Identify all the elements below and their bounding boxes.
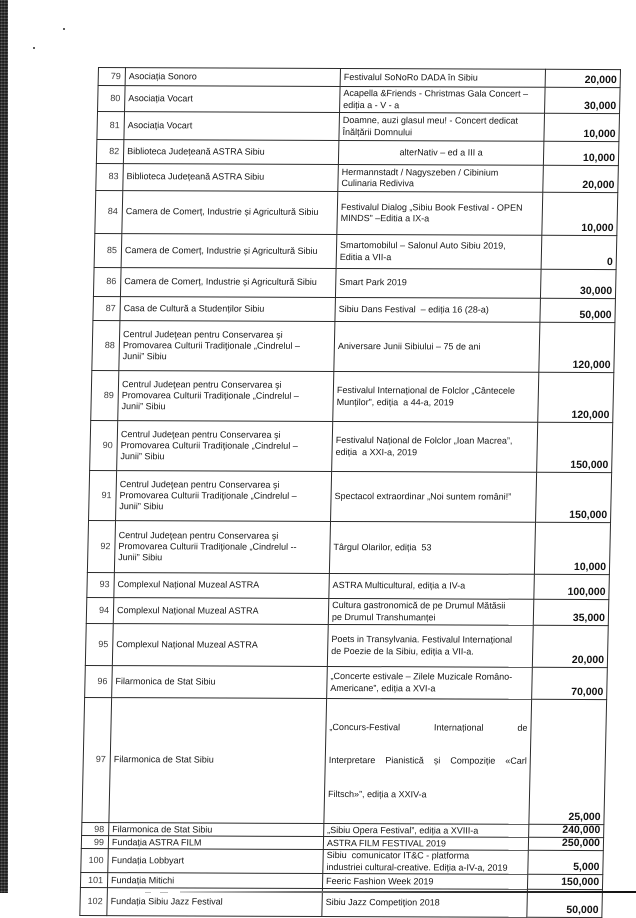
row-number: 92: [87, 521, 115, 573]
scan-mark: [145, 892, 151, 893]
amount-cell: 50,000: [540, 298, 616, 322]
event-cell: Festivalul Internațional de Folclor „Cântecele Munților”, ediția a 44-a, 2019: [333, 371, 539, 422]
row-number: 93: [87, 573, 115, 598]
amount-cell: 240,000: [529, 825, 604, 838]
table-row: [94, 234, 617, 270]
row-number: 81: [97, 112, 125, 140]
event-cell: Spectacol extraordinar „Noi suntem români!”: [331, 471, 537, 522]
organization-cell: Biblioteca Județeană ASTRA Sibiu: [123, 164, 339, 192]
organization-cell: Asociația Vocart: [125, 86, 341, 113]
amount-cell: 10,000: [542, 192, 618, 235]
organization-cell: Asociația Sonoro: [125, 68, 340, 87]
table-row: [90, 421, 613, 473]
amount-cell: 35,000: [533, 599, 609, 625]
amount-cell: 0: [541, 235, 617, 269]
organization-cell: Camera de Comerț, Industrie și Agricultură Sibiu: [121, 234, 337, 269]
event-line: Interpretare Pianistică și Compoziție «Carl: [328, 755, 527, 767]
scan-edge-strip: [0, 0, 8, 893]
table-row: [86, 598, 609, 626]
event-cell: ASTRA FILM FESTIVAL 2019: [323, 837, 528, 851]
organization-cell: Complexul Național Muzeal ASTRA: [113, 598, 329, 625]
organization-cell: Centrul Judeţean pentru Conservarea şi Promovarea Culturii Tradiţionale „Cindrelul – Junii” Sibiu: [118, 371, 334, 422]
table-row: [87, 521, 610, 575]
row-number: 83: [96, 164, 124, 191]
amount-cell: 120,000: [539, 322, 615, 372]
amount-cell: 120,000: [538, 372, 614, 422]
table-row: [92, 321, 615, 373]
event-cell: alterNativ – ed a III a: [338, 140, 544, 165]
scan-mark: [160, 892, 168, 893]
table-row: [98, 68, 620, 88]
organization-cell: Fundația Lobbyart: [108, 849, 324, 874]
amount-cell: 250,000: [528, 838, 603, 851]
row-number: 79: [98, 68, 125, 86]
table-row: [96, 140, 619, 166]
event-cell: ASTRA Multicultural, ediția a IV-a: [329, 573, 535, 599]
amount-cell: 10,000: [534, 522, 610, 574]
amount-cell: 100,000: [534, 574, 610, 599]
table-row: [89, 471, 612, 523]
table-row: [93, 268, 616, 299]
amount-cell: 20,000: [543, 165, 619, 192]
amount-cell: 70,000: [532, 667, 608, 699]
event-cell: „Sibiu Opera Festival”, ediția a XVIII-a: [324, 824, 529, 838]
event-cell: Hermannstadt / Nagyszeben / Cibinium Culinaria Rediviva: [338, 164, 544, 192]
organization-cell: Casa de Cultură a Studenților Sibiu: [120, 297, 336, 322]
event-cell: Festivalul Dialog „Sibiu Book Festival - OPEN MINDS” –Editia a IX-a: [337, 191, 543, 235]
amount-cell: 30,000: [545, 87, 621, 113]
row-number: 82: [96, 140, 124, 164]
table-row: [93, 297, 616, 323]
table-row: [91, 371, 614, 423]
row-number: 85: [94, 234, 122, 268]
row-number: 80: [98, 86, 126, 112]
row-number: 102: [80, 888, 108, 916]
organization-cell: Filarmonica de Stat Sibiu: [109, 823, 324, 837]
amount-cell: 20,000: [532, 625, 608, 667]
row-number: 96: [85, 666, 113, 698]
row-number: 89: [91, 371, 119, 421]
amount-cell: 5,000: [528, 851, 604, 875]
amount-cell: 10,000: [543, 141, 619, 165]
event-cell: Sibiu Dans Festival – ediția 16 (28-a): [335, 297, 541, 322]
organization-cell: Fundația ASTRA FILM: [108, 836, 323, 850]
amount-cell: 25,000: [529, 699, 607, 825]
row-number: 84: [95, 191, 123, 234]
organization-cell: Centrul Judeţean pentru Conservarea şi Promovarea Culturii Tradiţionale „Cindrelul – Junii” Sibiu: [117, 421, 333, 472]
organization-cell: Asociația Vocart: [124, 112, 340, 141]
event-cell: Sibiu comunicator IT&C - platforma industriei cultural-creative. Ediția a-IV-a, 2019: [323, 850, 529, 875]
organization-cell: Fundația Sibiu Jazz Festival: [107, 888, 323, 917]
table-row: [82, 698, 607, 825]
row-number: 94: [86, 598, 114, 624]
funding-table-sheet: [79, 67, 620, 918]
row-number: 97: [82, 698, 112, 823]
organization-cell: Filarmonica de Stat Sibiu: [112, 666, 328, 699]
row-number: 98: [82, 823, 109, 836]
amount-cell: 150,000: [536, 472, 612, 522]
event-cell: Târgul Olarilor, ediția 53: [329, 521, 535, 574]
amount-cell: 150,000: [527, 875, 602, 890]
row-number: 100: [81, 849, 109, 873]
row-number: 99: [81, 836, 108, 849]
event-cell: Festivalul SoNoRo DADA în Sibiu: [340, 68, 545, 87]
event-cell: Feeric Fashion Week 2019: [322, 874, 527, 890]
event-cell: Smartomobilul – Salonul Auto Sibiu 2019, Editia a VII-a: [336, 234, 542, 269]
event-cell: „Concerte estivale – Zilele Muzicale Româno- Americane”, ediția a XVI-a: [327, 666, 533, 699]
event-cell: Aniversare Junii Sibiului – 75 de ani: [334, 321, 540, 372]
event-line: „Concurs-Festival Internațional de: [329, 721, 528, 733]
organization-cell: Centrul Judeţean pentru Conservarea şi Promovarea Culturii Tradiţionale „Cindrelul -- Junii” Sibiu: [114, 521, 330, 574]
table-row: [85, 666, 608, 700]
organization-cell: Centrul Judeţean pentru Conservarea şi Promovarea Culturii Tradiţionale „Cindrelul – Junii” Sibiu: [119, 321, 335, 372]
event-cell: Acapella &Friends - Christmas Gala Concert – ediția a - V - a: [340, 86, 546, 113]
table-row: [81, 849, 604, 875]
row-number: 90: [90, 421, 118, 471]
amount-cell: 50,000: [527, 890, 603, 918]
organization-cell: Filarmonica de Stat Sibiu: [109, 698, 327, 824]
event-cell: [324, 698, 532, 824]
event-line: Filtsch»”, ediția a XXIV-a: [327, 789, 427, 800]
organization-cell: Centrul Judeţean pentru Conservarea şi Promovarea Culturii Tradiţionale „Cindrelul – Junii” Sibiu: [116, 471, 332, 522]
amount-cell: 150,000: [537, 422, 613, 472]
table-row: [85, 624, 608, 668]
event-cell: Festivalul Național de Folclor „Ioan Macrea”, ediția a XXI-a, 2019: [332, 421, 538, 472]
row-number: 91: [89, 471, 117, 521]
organization-cell: Complexul Național Muzeal ASTRA: [112, 624, 328, 667]
row-number: 95: [85, 624, 113, 666]
event-cell: Sibiu Jazz Competiţion 2018: [322, 889, 528, 918]
event-cell: Doamne, auzi glasul meu! - Concert dedicat Înălțării Domnului: [339, 112, 545, 141]
organization-cell: Complexul Național Muzeal ASTRA: [114, 573, 330, 599]
table-row: [97, 112, 620, 142]
table-row: [87, 573, 610, 600]
row-number: 87: [93, 297, 121, 321]
organization-cell: Biblioteca Județeană ASTRA Sibiu: [123, 140, 339, 165]
amount-cell: 30,000: [540, 269, 616, 298]
funding-table: [79, 67, 621, 918]
scan-mark: [33, 47, 35, 49]
row-number: 88: [92, 321, 120, 371]
amount-cell: 10,000: [544, 113, 620, 141]
organization-cell: Fundația Mitichi: [107, 873, 322, 889]
amount-cell: 20,000: [545, 69, 620, 87]
scan-mark: [63, 28, 65, 30]
event-cell: Smart Park 2019: [335, 268, 541, 298]
table-row: [96, 164, 619, 193]
row-number: 101: [80, 873, 107, 888]
event-cell: Poets in Transylvania. Festivalul Internațional de Poezie de la Sibiu, ediția a VII-a.: [327, 624, 533, 667]
organization-cell: Camera de Comerț, Industrie și Agricultură Sibiu: [120, 268, 336, 298]
row-number: 86: [93, 268, 121, 297]
organization-cell: Camera de Comerț, Industrie și Agricultură Sibiu: [122, 191, 338, 235]
bottom-rule: [180, 891, 636, 893]
table-row: [95, 191, 618, 236]
table-row: [98, 86, 621, 114]
event-cell: Cultura gastronomică de pe Drumul Mătăsii pe Drumul Transhumanței: [328, 598, 534, 625]
